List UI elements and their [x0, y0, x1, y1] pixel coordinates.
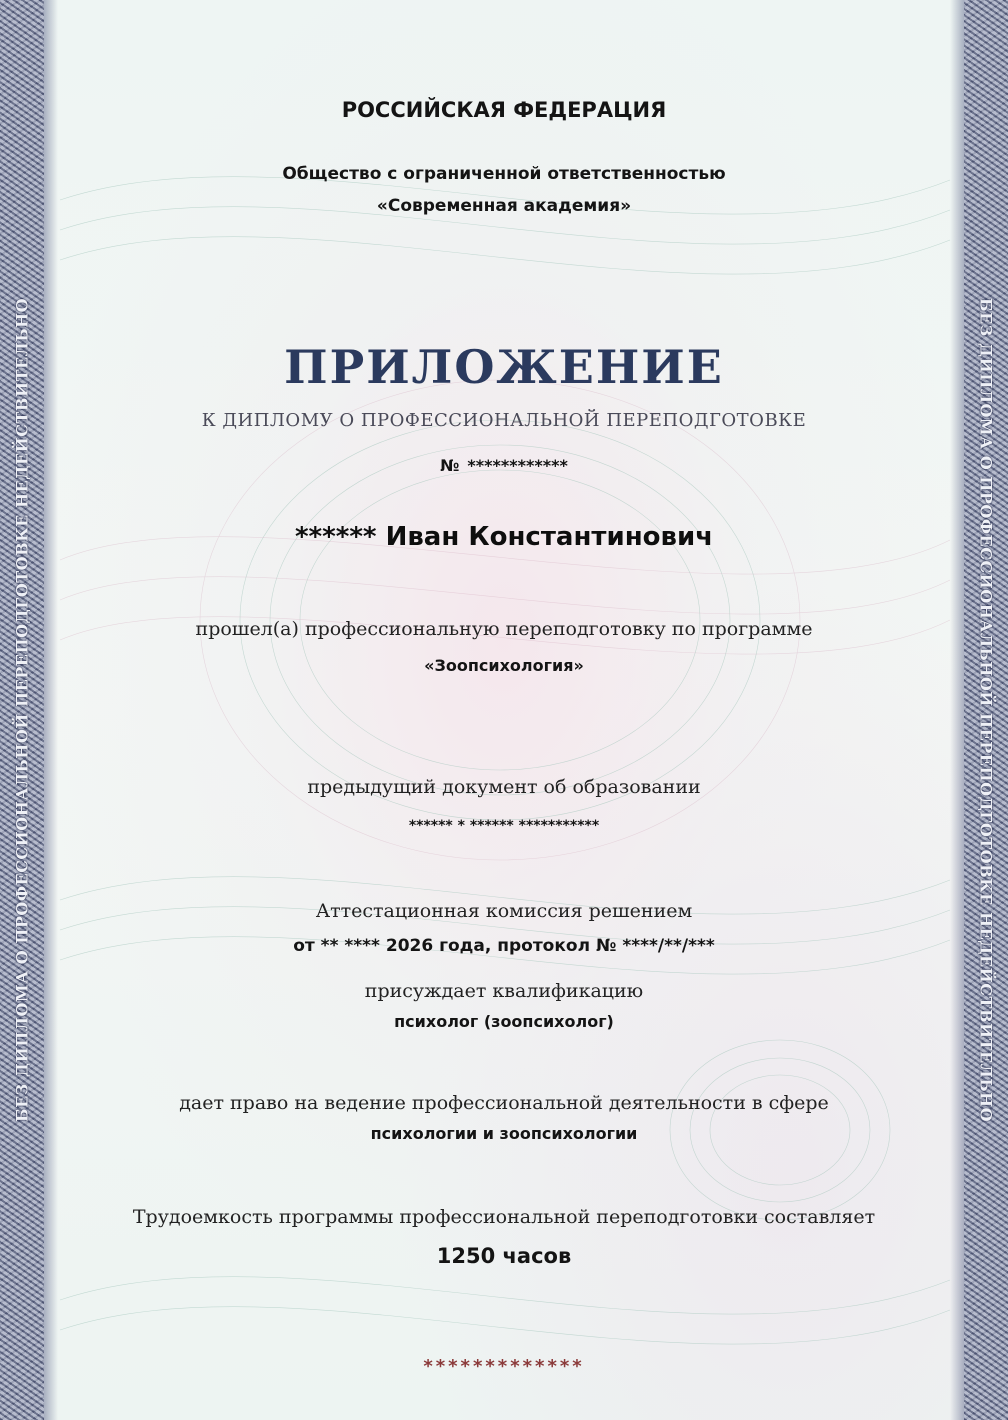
right-border-shade: [950, 0, 964, 1420]
document-number: [70, 456, 938, 475]
rights-label: дает право на ведение профессиональной деятельности в сфере: [179, 1092, 829, 1114]
qualification-intro: присуждает квалификацию: [364, 980, 644, 1002]
workload-label: Трудоемкость программы профессиональной переподготовки составляет: [132, 1206, 876, 1228]
document-subtitle: К ДИПЛОМУ О ПРОФЕССИОНАЛЬНОЙ ПЕРЕПОДГОТОВКЕ: [201, 410, 807, 431]
right-border-text: БЕЗ ДИПЛОМА О ПРОФЕССИОНАЛЬНОЙ ПЕРЕПОДГОТОВКЕ НЕДЕЙСТВИТЕЛЬНО: [976, 297, 996, 1123]
qualification-name: психолог (зоопсихолог): [394, 1012, 614, 1031]
workload-hours: 1250 часов: [436, 1244, 572, 1268]
country-heading: РОССИЙСКАЯ ФЕДЕРАЦИЯ: [341, 98, 667, 122]
number-label: №: [440, 456, 460, 475]
certificate-content: [70, 0, 938, 1420]
number-value: ************: [467, 456, 568, 475]
organization-type: Общество с ограниченной ответственностью: [282, 164, 726, 184]
left-border-shade: [44, 0, 58, 1420]
footer-serial: *************: [423, 1356, 585, 1377]
left-border-text: БЕЗ ДИПЛОМА О ПРОФЕССИОНАЛЬНОЙ ПЕРЕПОДГОТОВКЕ НЕДЕЙСТВИТЕЛЬНО: [12, 297, 32, 1123]
recipient-name: ****** Иван Константинович: [294, 522, 714, 552]
organization-name: «Современная академия»: [376, 196, 632, 216]
rights-sphere: психологии и зоопсихологии: [370, 1124, 638, 1143]
commission-decision: от ** **** 2026 года, протокол № ****/**/***: [293, 936, 715, 956]
program-intro-text: прошел(а) профессиональную переподготовку по программе: [195, 618, 813, 640]
program-name: «Зоопсихология»: [424, 656, 584, 675]
commission-label: Аттестационная комиссия решением: [315, 900, 693, 922]
previous-education-label: предыдущий документ об образовании: [307, 776, 701, 798]
previous-education-value: ****** * ****** ***********: [408, 818, 600, 834]
document-title: ПРИЛОЖЕНИЕ: [284, 340, 724, 394]
